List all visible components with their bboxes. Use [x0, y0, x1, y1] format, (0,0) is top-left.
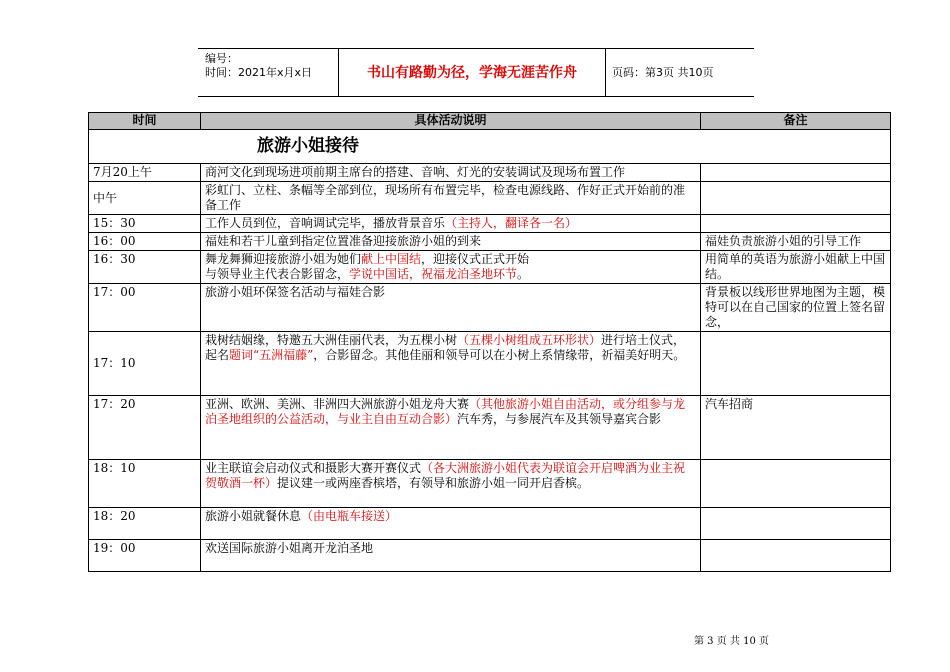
note-cell	[701, 164, 891, 182]
activity-cell	[201, 251, 701, 284]
column-header-notes: 备注	[701, 113, 891, 130]
activity-text: 。	[517, 267, 530, 281]
table-row	[89, 540, 891, 572]
activity-text: 商河文化到现场进项前期主席台的搭建、音响、灯光的安装调试及现场布置工作	[205, 165, 626, 179]
table-title-row	[89, 130, 891, 164]
time-cell: 17：20	[89, 396, 201, 460]
column-header-time: 时间	[89, 113, 201, 130]
activity-text: 业主联谊会启动仪式和摄影大赛开赛仪式	[205, 461, 422, 475]
table-header-row	[89, 113, 891, 130]
note-cell: 背景板以线形世界地图为主题，模特可以在自己国家的位置上签名留念，	[701, 284, 891, 332]
highlighted-text: 学说中国话，祝福龙泊圣地环节	[349, 267, 518, 281]
note-cell	[701, 508, 891, 540]
table-title: 旅游小姐接待	[89, 130, 891, 164]
activity-text: 舞龙舞狮迎接旅游小姐为她们	[205, 252, 362, 266]
column-header-activity: 具体活动说明	[201, 113, 701, 130]
time-cell: 18：10	[89, 460, 201, 508]
time-cell: 7月20上午	[89, 164, 201, 182]
highlighted-text: （其他旅游小姐自由活动，或分组参与龙泊圣地组织的公益活动，与业主自由互动合影）	[205, 397, 686, 426]
activity-text: 欢送国际旅游小姐离开龙泊圣地	[205, 541, 374, 555]
header-meta	[205, 52, 312, 80]
highlighted-text: （五棵小树组成五环形状）	[457, 333, 602, 347]
activity-cell	[201, 215, 701, 233]
table-row	[89, 332, 891, 396]
note-cell	[701, 332, 891, 396]
page-footer: 第 3 页 共 10 页	[694, 636, 769, 647]
note-cell: 福娃负责旅游小姐的引导工作	[701, 233, 891, 251]
header-bottom-rule	[198, 96, 754, 97]
table-row	[89, 508, 891, 540]
number-label: 编号：	[205, 52, 238, 65]
activity-text: ，迎接仪式正式开始	[421, 252, 530, 266]
time-cell: 16：00	[89, 233, 201, 251]
note-cell	[701, 540, 891, 572]
activity-text: 提议建一或两座香槟塔，有领导和旅游小姐一同开启香槟。	[277, 476, 590, 490]
table-row	[89, 396, 891, 460]
header-top-rule	[198, 48, 754, 49]
activity-text: 福娃和若干儿童到指定位置准备迎接旅游小姐的到来	[205, 234, 482, 248]
note-cell	[701, 215, 891, 233]
time-cell: 中午	[89, 182, 201, 215]
header-divider	[338, 48, 339, 96]
date-line: 时间：2021年x月x日	[205, 66, 313, 79]
header-divider	[605, 48, 606, 96]
activity-cell	[201, 182, 701, 215]
highlighted-text: 题词“五洲福藤”	[229, 348, 314, 362]
highlighted-text: 献上中国结	[361, 252, 422, 266]
activity-text: 汽车秀，与参展汽车及其领导嘉宾合影	[457, 412, 662, 426]
note-cell	[701, 460, 891, 508]
time-cell: 19：00	[89, 540, 201, 572]
note-cell: 用简单的英语为旅游小姐献上中国结。	[701, 251, 891, 284]
activity-cell	[201, 460, 701, 508]
activity-text: 进行培土仪式，起名	[205, 333, 686, 362]
highlighted-text: （主持人，翻译各一名）	[445, 216, 578, 230]
table-row	[89, 182, 891, 215]
activity-cell	[201, 284, 701, 332]
note-cell	[701, 182, 891, 215]
activity-cell	[201, 233, 701, 251]
table-row	[89, 284, 891, 332]
time-cell: 16：30	[89, 251, 201, 284]
activity-text: 旅游小姐就餐休息	[205, 509, 302, 523]
highlighted-text: （由电瓶车接送）	[301, 509, 398, 523]
activity-text: 工作人员到位，音响调试完毕，播放背景音乐	[205, 216, 446, 230]
activity-cell	[201, 508, 701, 540]
table-row	[89, 215, 891, 233]
motto: 书山有路勤为径，学海无涯苦作舟	[367, 65, 577, 81]
time-cell: 18：20	[89, 508, 201, 540]
activity-text: 与领导业主代表合影留念，	[205, 267, 350, 281]
activity-cell	[201, 396, 701, 460]
note-cell: 汽车招商	[701, 396, 891, 460]
activity-text: 彩虹门、立柱、条幅等全部到位，现场所有布置完毕，检查电源线路、作好正式开始前的准备工作	[205, 183, 686, 212]
activity-text: 旅游小姐环保签名活动与福娃合影	[205, 285, 386, 299]
time-cell: 17：10	[89, 332, 201, 396]
highlighted-text: （各大洲旅游小姐代表为联谊会开启啤酒为业主祝贺敬酒一杯）	[205, 461, 686, 490]
table-row	[89, 164, 891, 182]
schedule-table	[88, 112, 891, 572]
activity-cell	[201, 332, 701, 396]
activity-cell	[201, 540, 701, 572]
page-indicator: 页码：第3页 共10页	[612, 66, 714, 79]
activity-cell	[201, 164, 701, 182]
time-cell: 17：00	[89, 284, 201, 332]
activity-text: 亚洲、欧洲、美洲、非洲四大洲旅游小姐龙舟大赛	[205, 397, 470, 411]
table-row	[89, 251, 891, 284]
time-cell: 15：30	[89, 215, 201, 233]
table-row	[89, 233, 891, 251]
table-row	[89, 460, 891, 508]
activity-text: 栽树结姻缘，特邀五大洲佳丽代表，为五棵小树	[205, 333, 458, 347]
activity-text: ，合影留念。其他佳丽和领导可以在小树上系情缘带，祈福美好明天。	[313, 348, 686, 362]
